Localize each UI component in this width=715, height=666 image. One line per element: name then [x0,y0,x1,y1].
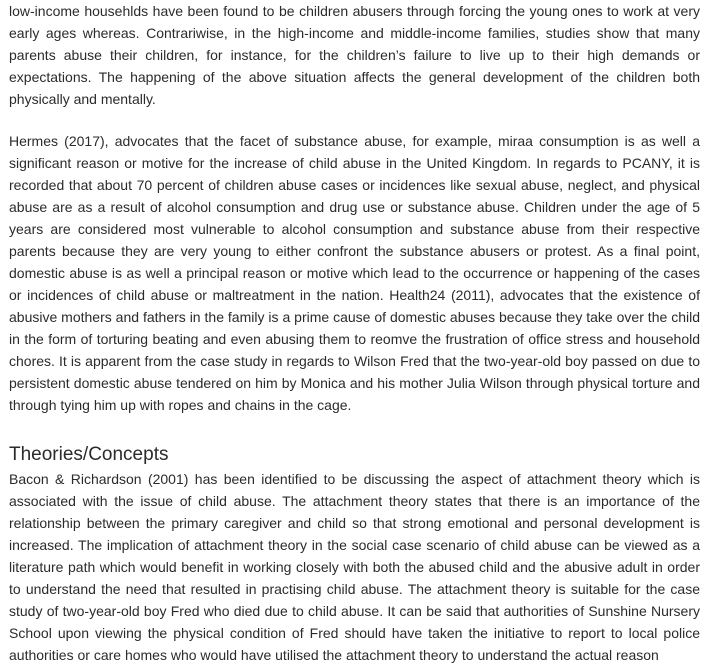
document-page [9,0,700,666]
paragraph-substance-abuse: Hermes (2017), advocates that the facet of substance abuse, for example, miraa consumption is as well a significant reason or motive for the increase of child abuse in the United Kingdom. In regards to PCANY, it is recorded that about 70 percent of children abuse cases or incidences like sexual abuse, neglect, and physical abuse are as a result of alcohol consumption and drug use or substance abuse. Children under the age of 5 years are considered most vulnerable to alcohol consumption and substance abuse from their respective parents because they are very young to either confront the substance abusers or protest. As a final point, domestic abuse is as well a principal reason or motive which lead to the occurrence or happening of the cases or incidences of child abuse or maltreatment in the nation. Health24 (2011), advocates that the existence of abusive mothers and fathers in the family is a prime cause of domestic abuses because they take over the child in the form of torturing beating and even abusing them to reomve the frustration of office stress and household chores. It is apparent from the case study in regards to Wilson Fred that the two-year-old boy passed on due to persistent domestic abuse tendered on him by Monica and his mother Julia Wilson through physical torture and through tying him up with ropes and chains in the cage. [9,133,700,413]
section-heading-theories: Theories/Concepts [9,444,169,465]
paragraph-attachment-theory: Bacon & Richardson (2001) has been identified to be discussing the aspect of attachment theory which is associated with the issue of child abuse. The attachment theory states that there is an importance of the relationship between the primary caregiver and child so that strong emotional and personal development is increased. The implication of attachment theory in the social case scenario of child abuse can be viewed as a literature path which would benefit in working closely with both the abused child and the abusive adult in order to understand the need that resulted in practising child abuse. The attachment theory is suitable for the case study of two-year-old boy Fred who died due to child abuse. It can be said that authorities of Sunshine Nursery School upon viewing the physical condition of Fred should have taken the initiative to report to local police authorities or care homes who would have utilised the attachment theory to understand the actual reason [9,471,700,663]
paragraph-family-income: low-income househlds have been found to be children abusers through forcing the young ones to work at very early ages whereas. Contrariwise, in the high-income and middle-income families, studies show that many parents abuse their children, for instance, for the children’s failure to live up to their high demands or expectations. The happening of the above situation affects the general development of the children both physically and mentally. [9,3,700,107]
